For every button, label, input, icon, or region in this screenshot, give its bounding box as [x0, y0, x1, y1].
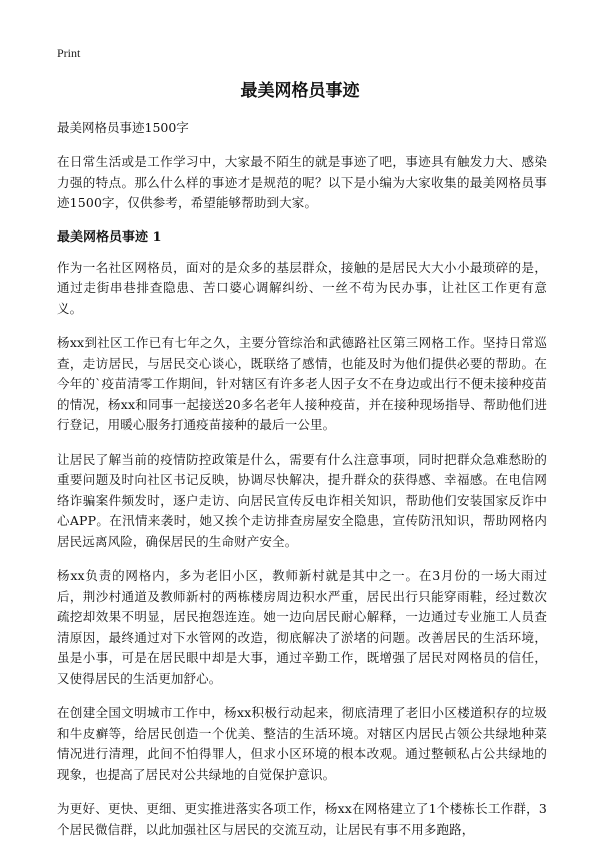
body-paragraph-1: 作为一名社区网格员，面对的是众多的基层群众，接触的是居民大大小小最琐碎的是，通过走街串巷排查隐患、苦口婆心调解纠纷、一丝不苟为民办事，让社区工作更有意义。 — [57, 259, 547, 316]
body-paragraph-4: 杨xx负责的网格内，多为老旧小区，教师新村就是其中之一。在3月份的一场大雨过后，荆沙村通道及教师新村的两栋楼房周边积水严重，居民出行只能穿雨鞋，经过数次疏挖却效果不明显，居民抱怨连连。她一边向居民耐心解释，一边通过专业施工人员查清原因，最终通过对下水管网的改造，彻底解决了淤堵的问题。改善居民的生活环境，虽是小事，可是在居民眼中却是大事，通过辛勤工作，既增强了居民对网格员的信任，又使得居民的生活更加舒心。 — [57, 568, 547, 686]
document-body — [57, 118, 547, 854]
body-paragraph-3: 让居民了解当前的疫情防控政策是什么，需要有什么注意事项，同时把群众急难愁盼的重要问题及时向社区书记反映，协调尽快解决，提升群众的获得感、幸福感。在电信网络诈骗案件频发时，逐户走访、向居民宣传反电诈相关知识，帮助他们安装国家反诈中心APP。在汛情来袭时，她又挨个走访排查房屋安全隐患，宣传防汛知识，帮助网格内居民远离风险，确保居民的生命财产安全。 — [57, 451, 547, 549]
body-paragraph-2: 杨xx到社区工作已有七年之久，主要分管综治和武德路社区第三网格工作。坚持日常巡查，走访居民，与居民交心谈心，既联络了感情，也能及时为他们提供必要的帮助。在今年的`疫苗清零工作期间，针对辖区有许多老人因子女不在身边或出行不便未接种疫苗的情况，杨xx和同事一起接送20多名老年人接种疫苗，并在接种现场指导、帮助他们进行登记，用暖心服务打通疫苗接种的最后一公里。 — [57, 335, 547, 432]
section-heading: 最美网格员事迹 1 — [57, 229, 162, 245]
document-subtitle: 最美网格员事迹1500字 — [57, 120, 189, 135]
intro-paragraph: 在日常生活或是工作学习中，大家最不陌生的就是事迹了吧，事迹具有触发力大、感染力强的特点。那么什么样的事迹才是规范的呢？以下是小编为大家收集的最美网格员事迹1500字，仅供参考，希望能够帮助到大家。 — [57, 154, 547, 210]
document-title: 最美网格员事迹 — [240, 81, 360, 101]
body-paragraph-5: 在创建全国文明城市工作中，杨xx积极行动起来，彻底清理了老旧小区楼道积存的垃圾和牛皮癣等，给居民创造一个优美、整洁的生活环境。对辖区内居民占领公共绿地种菜情况进行清理，此间不怕得罪人，但求小区环境的根本改观。通过整顿私占公共绿地的现象，也提高了居民对公共绿地的自觉保护意识。 — [57, 705, 547, 782]
body-paragraph-6: 为更好、更快、更细、更实推进落实各项工作，杨xx在网格建立了1个楼栋长工作群，3个居民微信群，以此加强社区与居民的交流互动，让居民有事不用多跑路， — [57, 801, 547, 837]
print-link[interactable]: Print — [57, 46, 81, 60]
